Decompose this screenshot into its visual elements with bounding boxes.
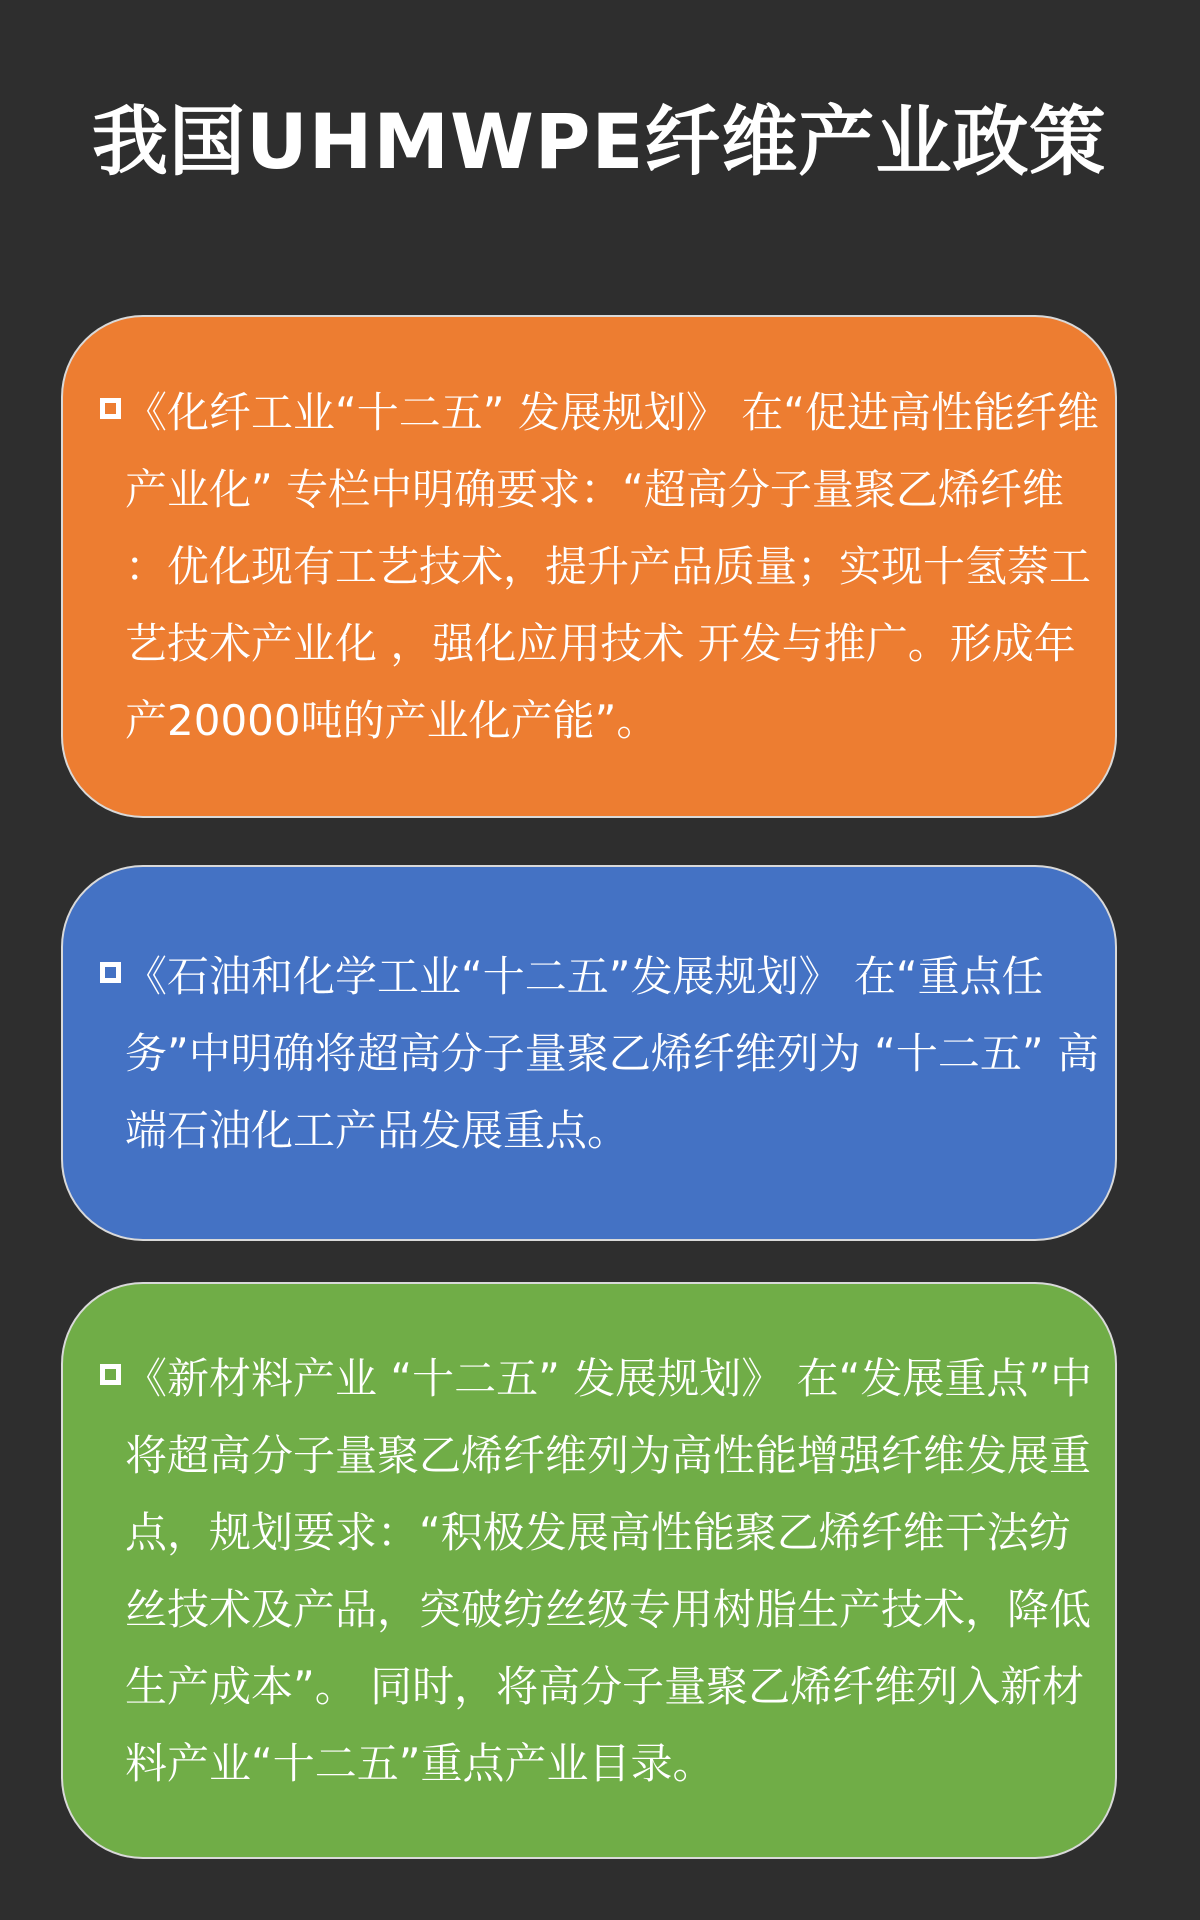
policy-card-chemical-fiber — [61, 315, 1117, 818]
policy-text-content: 《石油和化学工业“十二五”发展规划》 在“重点任务”中明确将超高分子量聚乙烯纤维列为 “十二五” 高端石油化工产品发展重点。 — [125, 951, 1099, 1155]
policy-card-new-materials — [61, 1282, 1117, 1859]
hollow-square-bullet-icon — [100, 398, 121, 419]
hollow-square-bullet-icon — [100, 962, 121, 983]
hollow-square-bullet-icon — [100, 1364, 121, 1385]
policy-text-chemical-fiber — [63, 374, 1115, 759]
policy-text-content: 《化纤工业“十二五” 发展规划》 在“促进高性能纤维产业化” 专栏中明确要求：“超高分子量聚乙烯纤维 ：优化现有工艺技术，提升产品质量；实现十氢萘工艺技术产业化 ，强化应用技术 开发与推广。形成年产20000吨的产业化产能”。 — [125, 388, 1099, 745]
policy-card-petrochemical — [61, 865, 1117, 1241]
policy-text-content: 《新材料产业 “十二五” 发展规划》 在“发展重点”中将超高分子量聚乙烯纤维列为高性能增强纤维发展重点，规划要求：“积极发展高性能聚乙烯纤维干法纺丝技术及产品，突破纺丝级专用树脂生产技术，降低生产成本”。 同时，将高分子量聚乙烯纤维列入新材料产业“十二五”重点产业目录。 — [125, 1353, 1093, 1788]
page-title: 我国UHMWPE纤维产业政策 — [92, 97, 1107, 186]
policy-text-petrochemical — [63, 938, 1115, 1169]
policy-text-new-materials — [63, 1340, 1115, 1802]
